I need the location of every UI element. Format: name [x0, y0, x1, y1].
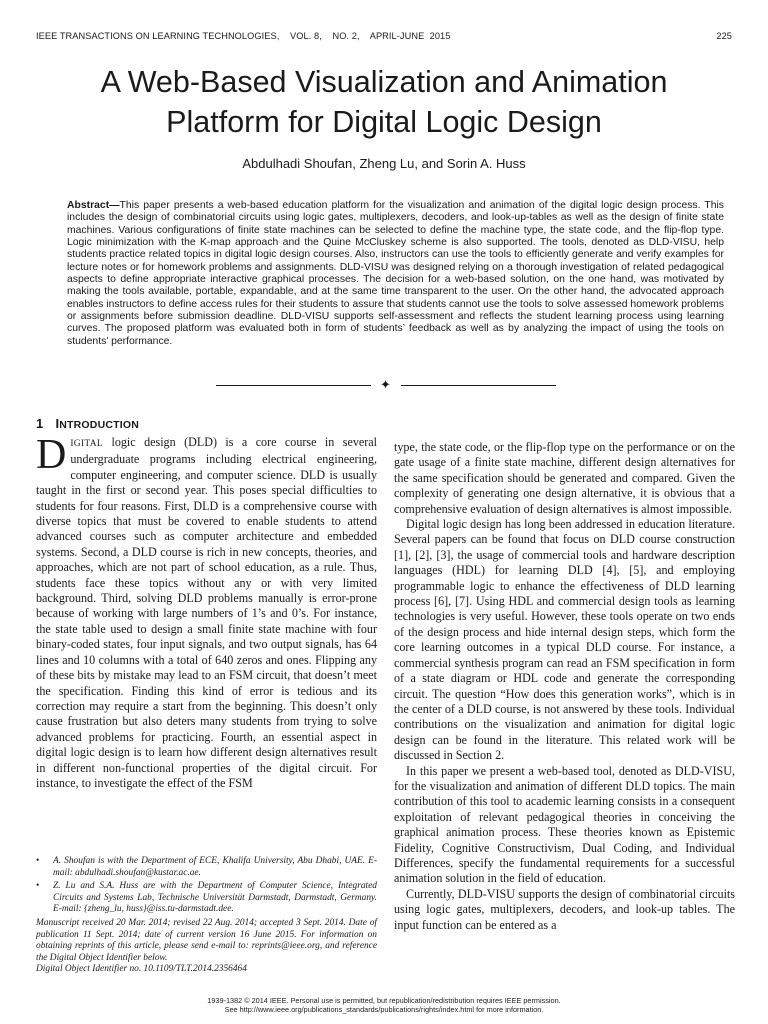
affiliation-2-text: Z. Lu and S.A. Huss are with the Department of Computer Science, Integrated Circuits and Systems Lab, Technische Universität Darmstadt, Darmstadt, Germany. E-mail: {zheng_lu, huss}@iss.tu-darmstadt.dee. [53, 881, 377, 915]
section-title-rest: NTRODUCTION [59, 419, 140, 431]
author-list: Abdulhadi Shoufan, Zheng Lu, and Sorin A. Huss [242, 156, 526, 171]
right-paragraph-3: In this paper we present a web-based tool, denoted as DLD-VISU, for the visualization and animation of different DLD topics. The main contribution of this tool to academic learning consists in a consequent exploitation of relevant pedagogical theories in conceiving the graphical animation process. These theories known as Epistemic Fidelity, Cognitive Constructivism, Dual Coding, and Individual Differences, specify the fundamental requirements for a successful animation solution in the field of education. [394, 763, 735, 886]
paper-title: A Web-Based Visualization and Animation Platform for Digital Logic Design [100, 65, 668, 139]
affiliation-1 [36, 856, 377, 879]
bullet-icon: • [36, 856, 40, 866]
section-divider [216, 377, 556, 392]
divider-line-left [216, 385, 371, 386]
affiliation-1-text: A. Shoufan is with the Department of ECE, Khalifa University, Abu Dhabi, UAE. E-mail: abdulhadi.shoufan@kustar.ac.ae. [53, 856, 377, 878]
right-column [394, 440, 735, 1015]
manuscript-history: Manuscript received 20 Mar. 2014; revised 22 Aug. 2014; accepted 3 Sept. 2014. Date of publication 11 Sept. 2014; date of current version 16 June 2015. For information on obtaining reprints of this article, please send e-mail to: reprints@ieee.org, and reference the Digital Object Identifier below. [36, 917, 377, 963]
copyright-line-1: 1939-1382 © 2014 IEEE. Personal use is permitted, but republication/redistribution requires IEEE permission. [207, 996, 561, 1005]
abstract [67, 200, 724, 348]
running-head [36, 31, 732, 41]
section-number: 1 [36, 416, 44, 431]
right-paragraph-1: type, the state code, or the flip-flop type on the performance or on the gate usage of a finite state machine, different design alternatives for the same specification should be generated and compared. Given the complexity of generating one design alternative, it is obvious that a comprehensive evaluation of design alternatives is almost impossible. [394, 440, 735, 516]
abstract-label: Abstract— [67, 200, 120, 211]
section-heading [36, 416, 139, 431]
page-number: 225 [716, 31, 732, 41]
journal-info: IEEE TRANSACTIONS ON LEARNING TECHNOLOGIES, VOL. 8, NO. 2, APRIL-JUNE 2015 [36, 31, 451, 41]
left-column [36, 435, 377, 840]
abstract-text: This paper presents a web-based education platform for the visualization and animation of the digital logic design process. This includes the design of combinatorial circuits using logic gates, multiplexers, decoders, and look-up-tables as well as the design of finite state machines. Various configurations of finite state machines can be selected to define the machine type, the state code, and the flip-flop type. Logic minimization with the K-map approach and the Quine McCluskey scheme is also supported. The tools, denoted as DLD-VISU, help students practice related topics in digital logic design courses. Also, instructors can use the tools to efficiently generate and verify examples for lecture notes or for homework problems and assignments. DLD-VISU was designed relying on a thorough investigation of related pedagogical aspects to define appropriate interactive graphical processes. The decision for a web-based solution, on the one hand, was motivated by making the tools available, portable, expandable, and at the same time transparent to the user. On the other hand, the advocated approach enables instructors to define access rules for their students to assure that students cannot use the tools to solve assessed homework problems or assignments before submission deadline. DLD-VISU supports self-assessment and reflects the student learning process using learning curves. The proposed platform was evaluated both in form of students’ feedback as well as by analyzing the impact of using the tools on students’ performance. [67, 200, 724, 347]
footnotes [36, 856, 377, 976]
lead-small-caps: IGITAL [70, 439, 104, 449]
drop-cap: D [36, 435, 67, 478]
right-paragraph-2: Digital logic design has long been addressed in education literature. Several papers can be found that focus on DLD course construction [1], [2], [3], the usage of commercial tools and hardware description languages (HDL) for learning DLD [4], [5], and employing programmable logic to enhance the effectiveness of DLD learning process [6], [7]. Using HDL and commercial design tools as learning technologies is very useful. However, these tools operate on two ends of the design process and hide internal design steps, which form the core learning outcomes in a typical DLD course. For instance, a commercial synthesis program can read an FSM specification in form of a state diagram or HDL code and generate the corresponding circuit. The question “How does this generation works”, which is in the center of a DLD course, is not answered by these tools. Individual contributions on the visualization and animation for digital logic design can be found in the literature. This related work will be discussed in Section 2. [394, 517, 735, 763]
doi-line: Digital Object Identifier no. 10.1109/TLT.2014.2356464 [36, 964, 247, 975]
affiliation-2 [36, 881, 377, 916]
intro-text-1: logic design (DLD) is a core course in several undergraduate programs including electrical engineering, computer engineering, and computer science. DLD is usually taught in the first or second year. This poses special difficulties to students for four reasons. First, DLD is a comprehensive course with diverse topics that must be covered to enable students to attend advanced courses such as computer architecture and embedded systems. Second, a DLD course is rich in new concepts, theories, and approaches, which are not part of school education, as a rule. Thus, students face these topics without any or with very limited background. Third, solving DLD problems manually is error-prone because of working with large numbers of 1’s and 0’s. For instance, the state table used to design a small finite state machine with four binary-coded states, four input signals, and two output signals, has 64 lines and 10 columns with a total of 640 zeros and ones. Flipping any of these bits by mistake may lead to an FSM circuit, that doesn’t meet the specification. Finding this kind of error is tedious and its correction may require a start from the beginning. This doesn’t only cause frustration but also deters many students from trying to solve advanced problems for practicing. Fourth, an essential aspect in digital logic design is to learn how different design alternatives result in different non-functional properties of the digital circuit. For instance, to investigate the effect of the FSM [36, 435, 377, 790]
bullet-icon: • [36, 881, 40, 892]
intro-paragraph-1 [36, 435, 377, 791]
diamond-icon: ✦ [380, 377, 391, 392]
right-paragraph-4: Currently, DLD-VISU supports the design of combinatorial circuits using logic gates, multiplexers, decoders, and look-up tables. The input function can be entered as a [394, 886, 735, 932]
copyright-line-2: See http://www.ieee.org/publications_standards/publications/rights/index.html for more information. [224, 1005, 544, 1014]
copyright-notice [0, 996, 768, 1014]
divider-line-right [401, 385, 556, 386]
section-title-initial: I [55, 416, 60, 431]
